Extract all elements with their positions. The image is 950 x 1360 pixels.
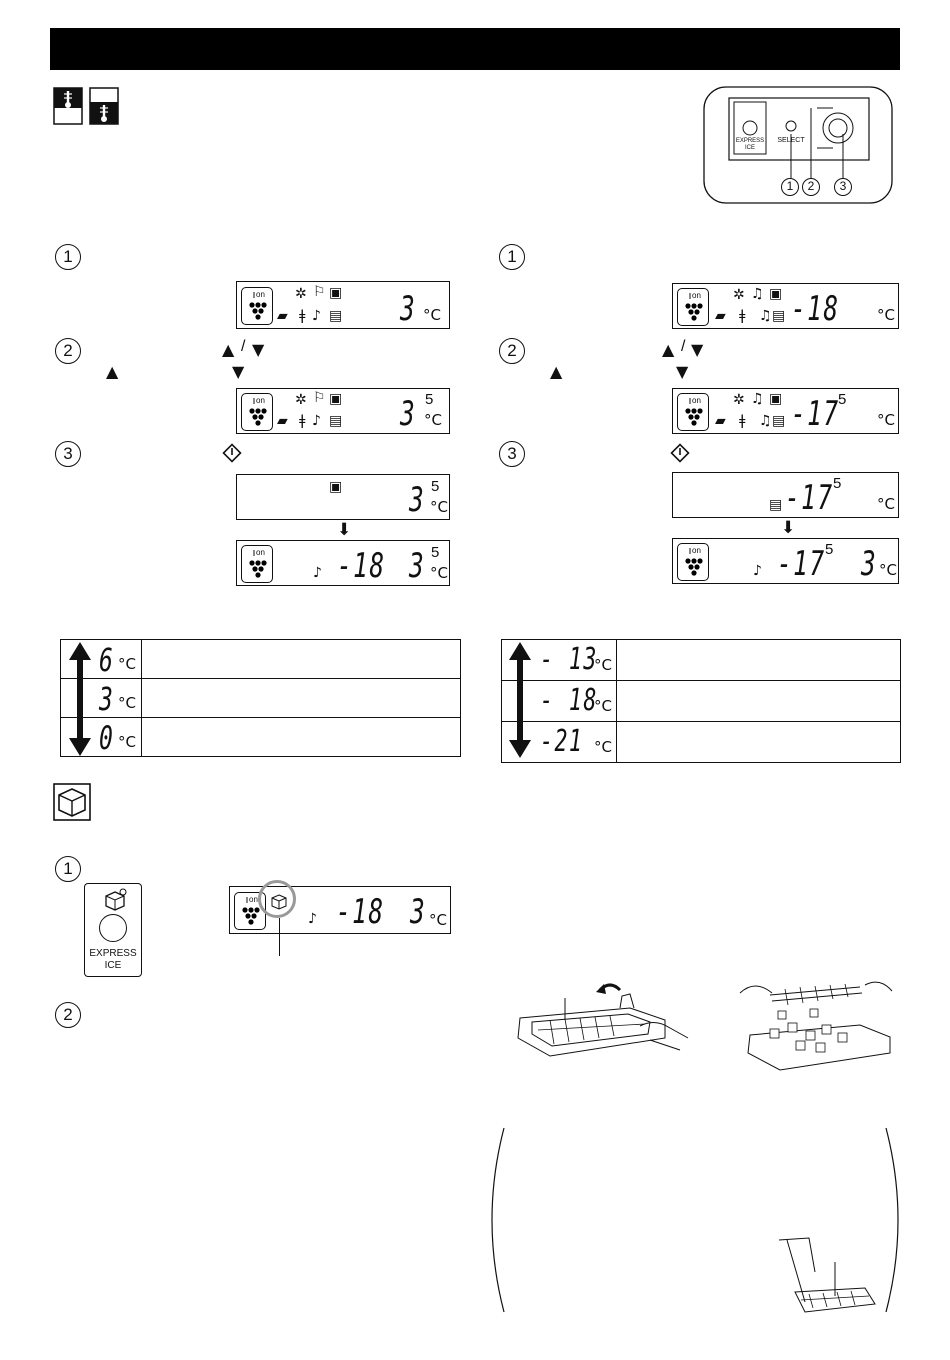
bag-icon: ▰ [715,413,726,429]
fridge-step-1: 1 [55,244,81,270]
freezer-step-3: 3 [499,441,525,467]
range-description [142,718,461,757]
range-value: 0 [99,719,115,757]
set-button-icon [222,443,242,463]
down-arrow-icon: ⬇ [337,520,352,539]
fridge-thermometer-icon [53,87,83,125]
sun-icon: ✲ [733,392,745,408]
range-unit: °C [118,733,136,751]
freezer-temp-value: -18 [791,289,840,329]
bell-icon: ⚐ [313,284,326,300]
freezer-thermometer-icon [89,87,119,125]
express-step-2: 2 [55,1002,81,1028]
panel-ice-label: ICE [744,145,755,151]
range-unit: °C [594,738,612,756]
range-description [617,640,901,681]
range-description [617,722,901,763]
freezer-door-icon: ▤ [329,308,343,324]
panel-express-label: EXPRESS [735,138,765,144]
temp-unit: °C [877,495,895,513]
thermo-icon: ǂ [739,413,746,429]
range-description [142,679,461,718]
down-arrow-icon: ▼ [252,340,265,359]
ice-label: ICE [104,960,122,971]
fridge-temp-value: 3 [861,544,878,584]
grape-icon: on [677,393,709,431]
set-button-icon [670,443,690,463]
freezer-display-2 [672,388,899,434]
sun-icon: ✲ [295,392,307,408]
fridge-step-3: 3 [55,441,81,467]
grape-icon: on [677,288,709,326]
sun-icon: ✲ [733,287,745,303]
range-value: -21 [540,724,584,759]
temp-unit: °C [429,911,447,929]
up-arrow-icon: ▲ [550,362,563,381]
callout-line [279,918,280,956]
double-arrow-icon [68,642,92,756]
down-arrow-icon: ▼ [232,362,245,381]
freezer-temp-decimal: 5 [833,475,842,492]
temp-unit: °C [430,564,448,582]
range-description [142,640,461,679]
music-note-icon: ♪ [313,565,322,581]
grape-icon: on [241,545,273,583]
thermo-icon: ǂ [299,413,306,429]
bag-icon: ▰ [715,308,726,324]
ice-cube-icon [53,783,91,821]
sun-icon: ✲ [295,286,307,302]
range-value: - 18 [540,683,598,718]
music-note-icon: ♪ [312,308,321,324]
freezer-temp-value: -18 [336,892,385,932]
ice-tray-twist-illustration [510,978,690,1078]
down-arrow-icon: ▼ [691,340,704,359]
freezer-step-1: 1 [499,244,525,270]
grape-icon: on [677,543,709,581]
range-description [617,681,901,722]
freezer-door-icon: ▤ [769,497,783,513]
fridge-step-2: 2 [55,338,81,364]
section-header-bar [50,28,900,70]
grape-icon: on [234,892,266,930]
freezer-temp-value: -17 [785,478,834,518]
freezer-door-icon: ▤ [772,308,786,324]
down-arrow-icon: ⬇ [781,518,796,537]
grape-icon: on [241,393,273,431]
freezer-display-3 [672,472,899,518]
music-note-icon: ♫ [759,413,772,429]
bell-icon: ⚐ [313,390,326,406]
fridge-door-icon: ▣ [769,286,783,302]
fridge-temp-decimal: 5 [425,391,434,408]
bell-icon: ♫ [751,286,764,302]
music-note-icon: ♪ [308,911,317,927]
ice-tray-empty-illustration [730,975,900,1075]
slash-separator: / [241,338,246,355]
range-unit: °C [118,655,136,673]
fridge-temp-value: 3 [400,289,417,329]
up-arrow-icon: ▲ [662,340,675,359]
bag-icon: ▰ [277,308,288,324]
bag-icon: ▰ [277,413,288,429]
temp-unit: °C [424,411,442,429]
express-ice-button[interactable] [84,883,142,977]
fridge-door-icon: ▣ [329,285,343,301]
grape-icon: on [241,287,273,325]
freezer-display-4 [672,538,899,584]
fridge-range-table [60,639,461,757]
fridge-door-icon: ▣ [329,391,343,407]
music-note-icon: ♪ [312,413,321,429]
fridge-temp-value: 3 [410,892,427,932]
fridge-display-4 [236,540,450,586]
slash-separator: / [681,338,686,355]
music-note-icon: ♪ [753,563,762,579]
fridge-door-icon: ▣ [329,479,343,495]
fridge-door-icon: ▣ [769,391,783,407]
double-arrow-icon [508,642,532,758]
freezer-temp-decimal: 5 [838,391,847,408]
down-arrow-icon: ▼ [676,362,689,381]
temp-unit: °C [423,306,441,324]
button-circle-icon [99,914,127,942]
thermo-icon: ǂ [739,308,746,324]
panel-select-label: SELECT [777,137,805,144]
freezer-door-icon: ▤ [329,413,343,429]
temp-unit: °C [877,411,895,429]
temp-unit: °C [430,498,448,516]
fridge-temp-value: 3 [400,394,417,434]
panel-callout-1: 1 [781,178,799,196]
freezer-display-1 [672,283,899,329]
fridge-display-2 [236,388,450,434]
fridge-display-3 [236,474,450,520]
range-value: 6 [99,641,115,679]
up-arrow-icon: ▲ [106,362,119,381]
fridge-temp-decimal: 5 [431,544,440,561]
express-label: EXPRESS [89,948,137,959]
freezer-temp-value: -17 [777,544,826,584]
freezer-step-2: 2 [499,338,525,364]
fridge-temp-decimal: 5 [431,478,440,495]
freezer-temp-decimal: 5 [825,541,834,558]
freezer-temp-value: -17 [791,394,840,434]
fridge-temp-value: 3 [409,546,426,586]
music-note-icon: ♫ [759,308,772,324]
up-arrow-icon: ▲ [222,340,235,359]
bell-icon: ♫ [751,391,764,407]
express-step-1: 1 [55,856,81,882]
thermo-icon: ǂ [299,308,306,324]
panel-callout-3: 3 [834,178,852,196]
highlight-circle [258,880,296,918]
freezer-door-icon: ▤ [772,413,786,429]
panel-callout-2: 2 [802,178,820,196]
temp-unit: °C [879,561,897,579]
freezer-temp-value: -18 [337,546,386,586]
control-panel-illustration [703,86,893,204]
fridge-display-1 [236,281,450,329]
freezer-range-table [501,639,901,763]
range-unit: °C [118,694,136,712]
ice-tray-slide-illustration [775,1232,880,1322]
range-unit: °C [594,697,612,715]
temp-unit: °C [877,306,895,324]
fridge-temp-value: 3 [409,480,426,520]
range-unit: °C [594,656,612,674]
range-value: - 13 [540,642,598,677]
range-value: 3 [99,680,115,718]
